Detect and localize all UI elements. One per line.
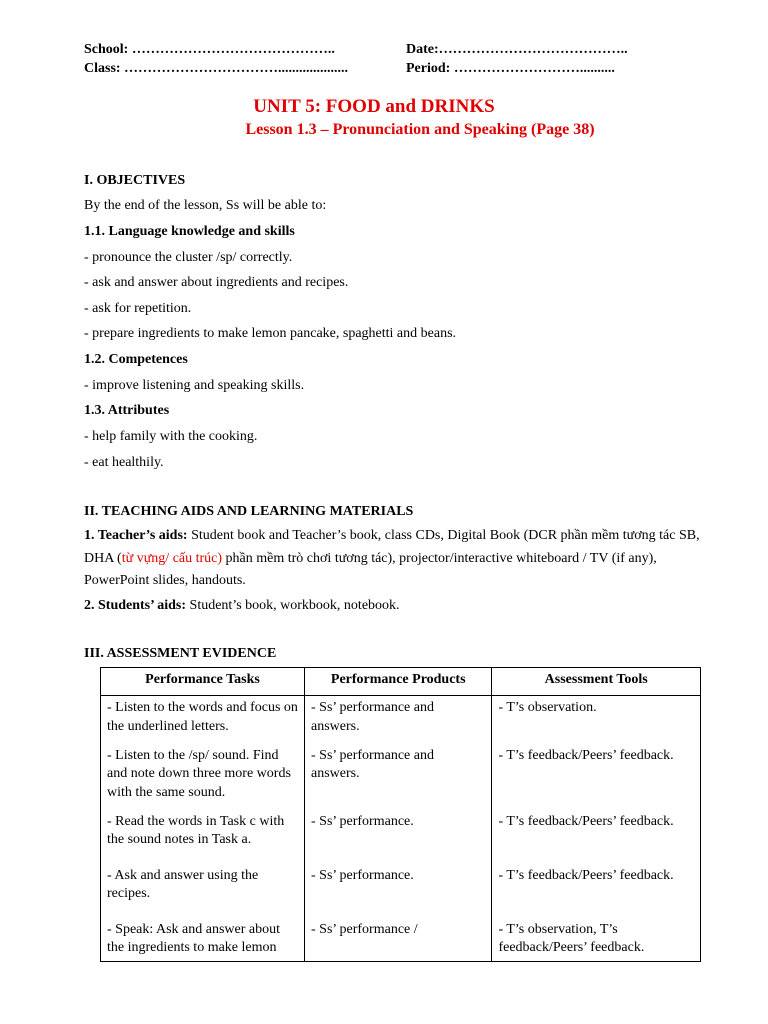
knowledge-item: - ask and answer about ingredients and recipes.: [84, 275, 349, 290]
table-cell: - T’s feedback/Peers’ feedback.: [492, 810, 701, 864]
objectives-heading: I. OBJECTIVES: [84, 173, 186, 188]
teacher-aids-text: Student book and Teacher’s book, class CDs, Digital Book (DCR phần mềm tương tác SB, DHA (: [84, 528, 700, 566]
unit-title: UNIT 5: FOOD and DRINKS: [253, 96, 495, 117]
table-cell: - Ss’ performance.: [305, 810, 492, 864]
date-field: Date:…………………………………..: [406, 42, 628, 57]
table-cell: - T’s feedback/Peers’ feedback.: [492, 864, 701, 918]
table-cell: - Listen to the /sp/ sound. Find and note down three more words with the same sound.: [101, 744, 305, 810]
column-header: Performance Tasks: [101, 668, 305, 696]
column-header: Performance Products: [305, 668, 492, 696]
students-aids-paragraph: [84, 595, 710, 618]
column-header: Assessment Tools: [492, 668, 701, 696]
competences-heading: 1.2. Competences: [84, 352, 188, 367]
period-field: Period: ………………………..........: [406, 61, 615, 76]
school-field: School: ……………………………………..: [84, 42, 335, 57]
teacher-aids-paragraph: [84, 525, 710, 593]
knowledge-item: - ask for repetition.: [84, 301, 192, 316]
students-aids-text: Student’s book, workbook, notebook.: [186, 598, 400, 613]
table-row: [101, 696, 701, 744]
lesson-title: Lesson 1.3 – Pronunciation and Speaking (Page 38): [245, 121, 595, 138]
teacher-aids-text-end: phần mềm trò chơi tương tác), projector/interactive whiteboard / TV (if any), PowerPoint slides, handouts.: [84, 550, 657, 588]
table-cell: - Ss’ performance.: [305, 864, 492, 918]
table-cell: - Listen to the words and focus on the underlined letters.: [101, 696, 305, 744]
table-header-row: [101, 668, 701, 696]
table-cell: - Ss’ performance and answers.: [305, 696, 492, 744]
knowledge-item: - prepare ingredients to make lemon pancake, spaghetti and beans.: [84, 326, 457, 341]
table-cell: - Read the words in Task c with the sound notes in Task a.: [101, 810, 305, 864]
table-cell: - Ss’ performance /: [305, 918, 492, 962]
table-cell: - Ss’ performance and answers.: [305, 744, 492, 810]
class-field: Class: ……………………………....................: [84, 61, 349, 76]
competences-item: - improve listening and speaking skills.: [84, 378, 305, 393]
table-row: [101, 918, 701, 962]
attributes-item: - help family with the cooking.: [84, 429, 258, 444]
students-aids-label: 2. Students’ aids:: [84, 598, 187, 613]
table-cell: - T’s feedback/Peers’ feedback.: [492, 744, 701, 810]
teacher-aids-highlight: từ vựng/ cấu trúc): [121, 550, 223, 566]
table-row: [101, 810, 701, 864]
attributes-item: - eat healthily.: [84, 455, 164, 470]
knowledge-heading: 1.1. Language knowledge and skills: [84, 224, 295, 239]
assessment-heading: III. ASSESSMENT EVIDENCE: [84, 646, 277, 661]
knowledge-item: - pronounce the cluster /sp/ correctly.: [84, 250, 293, 265]
attributes-heading: 1.3. Attributes: [84, 403, 170, 418]
table-row: [101, 864, 701, 918]
teacher-aids-label: 1. Teacher’s aids:: [84, 528, 188, 543]
objectives-intro: By the end of the lesson, Ss will be able to:: [84, 198, 327, 213]
table-cell: - Speak: Ask and answer about the ingredients to make lemon: [101, 918, 305, 962]
assessment-table: [100, 667, 701, 962]
table-cell: - T’s observation, T’s feedback/Peers’ feedback.: [492, 918, 701, 962]
aids-heading: II. TEACHING AIDS AND LEARNING MATERIALS: [84, 504, 414, 519]
table-row: [101, 744, 701, 810]
table-cell: - Ask and answer using the recipes.: [101, 864, 305, 918]
table-cell: - T’s observation.: [492, 696, 701, 744]
